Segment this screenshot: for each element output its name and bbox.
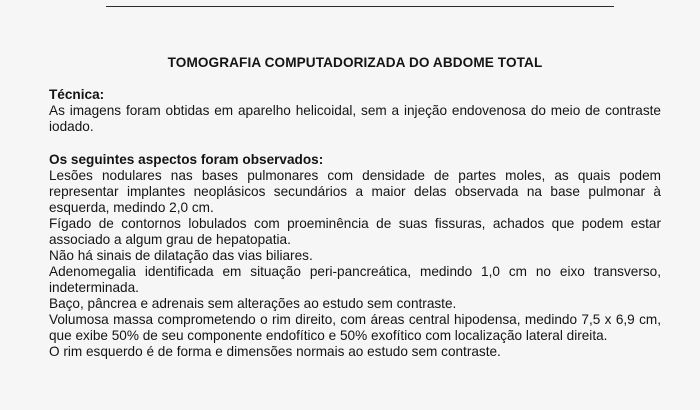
finding-item: Não há sinais de dilatação das vias biliares.: [49, 248, 313, 263]
findings-heading: Os seguintes aspectos foram observados:: [49, 152, 324, 167]
technique-heading: Técnica:: [49, 87, 105, 102]
findings-section: [49, 152, 661, 360]
finding-item: Adenomegalia identificada em situação peri-pancreática, medindo 1,0 cm no eixo transverso, indeterminada.: [49, 264, 661, 295]
technique-section: [49, 87, 661, 135]
finding-item: Baço, pâncrea e adrenais sem alterações ao estudo sem contraste.: [49, 296, 457, 311]
report-body: [49, 55, 661, 360]
finding-item: Fígado de contornos lobulados com proeminência de suas fissuras, achados que podem estar associado a algum grau de hepatopatia.: [49, 216, 661, 247]
technique-text: As imagens foram obtidas em aparelho helicoidal, sem a injeção endovenosa do meio de contraste iodado.: [49, 103, 661, 134]
finding-item: O rim esquerdo é de forma e dimensões normais ao estudo sem contraste.: [49, 344, 501, 359]
finding-item: Lesões nodulares nas bases pulmonares com densidade de partes moles, as quais podem representar implantes neoplásicos secundários a maior delas observada na base pulmonar à esquerda, medindo 2,0 cm.: [49, 168, 661, 215]
finding-item: Volumosa massa comprometendo o rim direito, com áreas central hipodensa, medindo 7,5 x 6,9 cm, que exibe 50% de seu componente endofítico e 50% exofítico com localização lateral direita.: [49, 312, 661, 343]
report-title: TOMOGRAFIA COMPUTADORIZADA DO ABDOME TOTAL: [167, 55, 543, 70]
header-divider-line: [106, 6, 614, 7]
section-spacer: [49, 135, 661, 152]
